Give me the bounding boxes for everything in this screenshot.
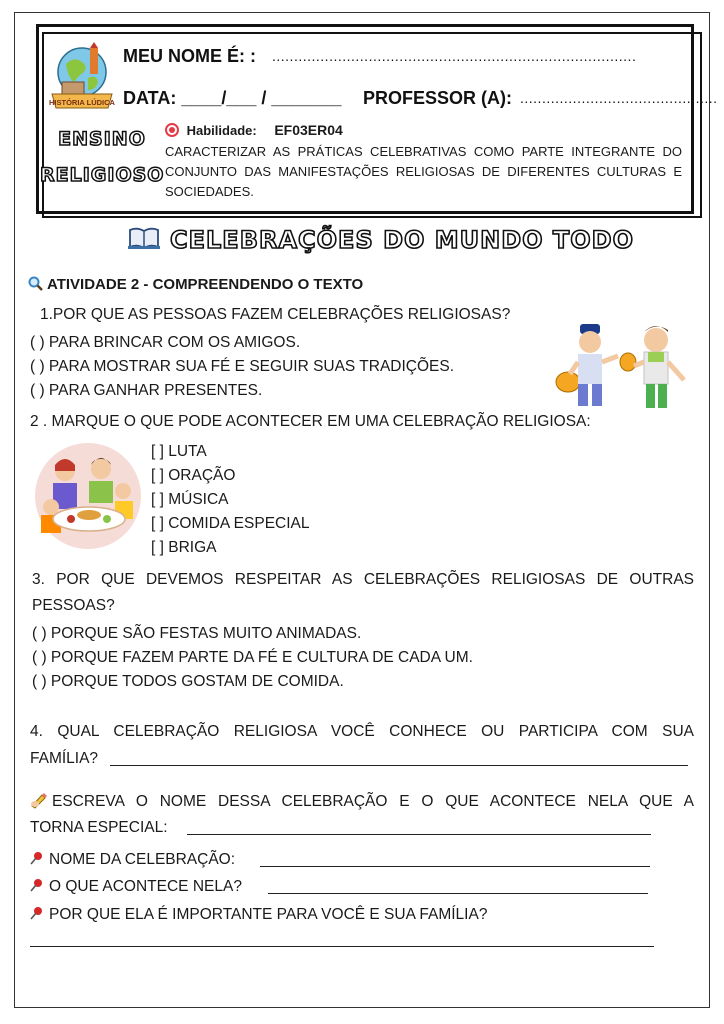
- question-3-line-2: PESSOAS?: [32, 597, 115, 614]
- pushpin-icon: [30, 906, 44, 920]
- q2-option-1[interactable]: [ ] LUTA: [151, 443, 207, 460]
- activity-title: [28, 276, 363, 295]
- skill-code: EF03ER04: [274, 122, 343, 138]
- q1-option-3[interactable]: ( ) PARA GANHAR PRESENTES.: [30, 382, 263, 399]
- write-field-1-label: NOME DA CELEBRAÇÃO:: [49, 851, 236, 868]
- family-dinner-illustration: [33, 441, 143, 556]
- skill-label: Habilidade:: [186, 123, 257, 138]
- question-3-line-1: 3. POR QUE DEVEMOS RESPEITAR AS CELEBRAÇÕES RELIGIOSAS DE OUTRAS: [32, 571, 694, 588]
- field-1-answer-line[interactable]: [260, 866, 650, 867]
- write-prompt-text: ESCREVA O NOME DESSA CELEBRAÇÃO E O QUE ACONTECE NELA QUE A: [52, 793, 694, 810]
- subject-line-2: RELIGIOSO: [40, 164, 165, 186]
- write-answer-line[interactable]: [187, 834, 651, 835]
- teacher-label: PROFESSOR (A):: [363, 88, 513, 108]
- name-field[interactable]: ...................................................................................: [272, 48, 637, 64]
- target-icon: [165, 123, 179, 140]
- question-4-line-1: 4. QUAL CELEBRAÇÃO RELIGIOSA VOCÊ CONHECE OU PARTICIPA COM SUA: [30, 723, 694, 740]
- magnifier-icon: [28, 276, 43, 295]
- write-field-2-label: O QUE ACONTECE NELA?: [49, 878, 242, 895]
- pushpin-icon: [30, 851, 44, 865]
- write-field-1: [30, 851, 235, 869]
- question-2: 2 . MARQUE O QUE PODE ACONTECER EM UMA CELEBRAÇÃO RELIGIOSA:: [30, 413, 591, 430]
- question-4-line-2: FAMÍLIA?: [30, 750, 99, 767]
- q3-option-3[interactable]: ( ) PORQUE TODOS GOSTAM DE COMIDA.: [32, 673, 344, 690]
- q3-option-2[interactable]: ( ) PORQUE FAZEM PARTE DA FÉ E CULTURA DE CADA UM.: [32, 649, 473, 666]
- name-label: MEU NOME É: :: [123, 46, 256, 66]
- logo-text: HISTÓRIA LÚDICA: [49, 98, 115, 107]
- q2-option-5[interactable]: [ ] BRIGA: [151, 539, 217, 556]
- activity-title-text: ATIVIDADE 2 - COMPREENDENDO O TEXTO: [47, 276, 364, 293]
- q2-option-3[interactable]: [ ] MÚSICA: [151, 491, 229, 508]
- kids-celebrating-illustration: [548, 322, 694, 419]
- page-title-text: CELEBRAÇÕES DO MUNDO TODO: [170, 226, 635, 254]
- q4-answer-line[interactable]: [110, 765, 688, 766]
- page-title: [128, 226, 634, 256]
- skill-row: [165, 122, 343, 140]
- subject-line-1: ENSINO: [58, 128, 146, 150]
- q2-option-4[interactable]: [ ] COMIDA ESPECIAL: [151, 515, 310, 532]
- date-field[interactable]: DATA: ____/___ / _______: [123, 88, 342, 108]
- open-book-icon: [128, 226, 160, 256]
- write-prompt-line-1: [30, 792, 694, 813]
- q3-option-1[interactable]: ( ) PORQUE SÃO FESTAS MUITO ANIMADAS.: [32, 625, 362, 642]
- question-1: 1.POR QUE AS PESSOAS FAZEM CELEBRAÇÕES RELIGIOSAS?: [40, 306, 511, 323]
- write-prompt-line-2: TORNA ESPECIAL:: [30, 819, 168, 836]
- globe-logo-icon: [46, 42, 118, 122]
- q1-option-1[interactable]: ( ) PARA BRINCAR COM OS AMIGOS.: [30, 334, 301, 351]
- teacher-field[interactable]: .............................................: [520, 90, 718, 106]
- write-field-3: [30, 906, 487, 924]
- writing-hand-icon: [30, 792, 48, 813]
- pushpin-icon: [30, 878, 44, 892]
- write-field-2: [30, 878, 242, 896]
- skill-description: CARACTERIZAR AS PRÁTICAS CELEBRATIVAS COMO PARTE INTEGRANTE DO CONJUNTO DAS MANIFESTAÇÕES RELIGIOSAS DE DIFERENTES CULTURAS E SOCIEDADES.: [165, 144, 682, 199]
- field-3-answer-line[interactable]: [30, 946, 654, 947]
- write-field-3-label: POR QUE ELA É IMPORTANTE PARA VOCÊ E SUA FAMÍLIA?: [49, 906, 488, 923]
- field-2-answer-line[interactable]: [268, 893, 648, 894]
- q2-option-2[interactable]: [ ] ORAÇÃO: [151, 467, 236, 484]
- q1-option-2[interactable]: ( ) PARA MOSTRAR SUA FÉ E SEGUIR SUAS TRADIÇÕES.: [30, 358, 455, 375]
